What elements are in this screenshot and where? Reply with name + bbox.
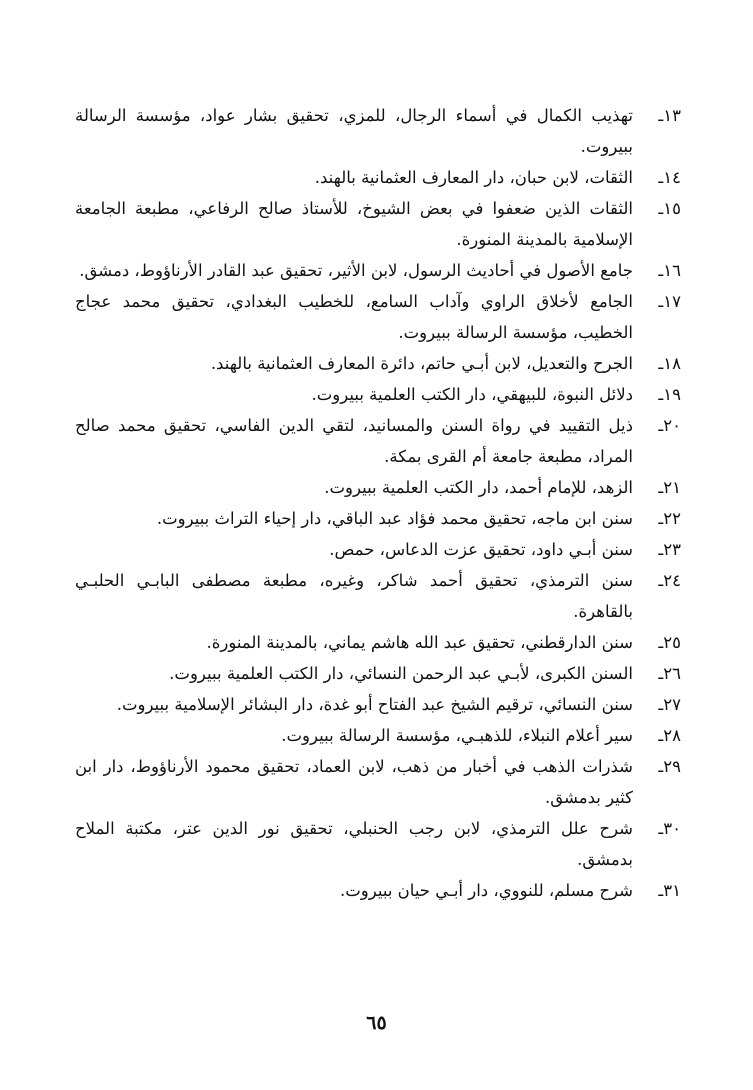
reference-entry	[75, 627, 681, 658]
reference-number: ٢٧ـ	[658, 695, 681, 714]
reference-text: شذرات الذهب في أخبار من ذهب، لابن العماد، تحقيق محمود الأرناؤوط، دار ابن كثير بدمشق.	[75, 757, 633, 807]
reference-number: ٣٠ـ	[658, 819, 681, 838]
reference-text: جامع الأصول في أحاديث الرسول، لابن الأثير، تحقيق عبد القادر الأرناؤوط، دمشق.	[79, 261, 633, 280]
reference-number: ١٥ـ	[658, 199, 681, 218]
reference-text: دلائل النبوة، للبيهقي، دار الكتب العلمية ببيروت.	[311, 385, 633, 404]
reference-text: سنن الترمذي، تحقيق أحمد شاكر، وغيره، مطبعة مصطفى البابـي الحلبـي بالقاهرة.	[75, 571, 633, 621]
reference-number: ٢٤ـ	[658, 571, 681, 590]
reference-number: ١٣ـ	[658, 106, 681, 125]
reference-number: ٢٦ـ	[658, 664, 681, 683]
reference-number: ١٨ـ	[658, 354, 681, 373]
reference-entry	[75, 162, 681, 193]
reference-entry	[75, 286, 681, 348]
reference-text: سير أعلام النبلاء، للذهبـي، مؤسسة الرسالة ببيروت.	[281, 726, 633, 745]
reference-entry	[75, 379, 681, 410]
reference-entry	[75, 658, 681, 689]
reference-text: الثقات، لابن حبان، دار المعارف العثمانية بالهند.	[314, 168, 633, 187]
reference-number: ٢٩ـ	[658, 757, 681, 776]
reference-text: ذيل التقييد في رواة السنن والمسانيد، لتقي الدين الفاسي، تحقيق محمد صالح المراد، مطبعة جامعة أم القرى بمكة.	[75, 416, 633, 466]
reference-number: ٢٨ـ	[658, 726, 681, 745]
reference-entry	[75, 193, 681, 255]
reference-entry	[75, 472, 681, 503]
reference-entry	[75, 255, 681, 286]
reference-number: ١٦ـ	[658, 261, 681, 280]
reference-text: سنن النسائي، ترقيم الشيخ عبد الفتاح أبو غدة، دار البشائر الإسلامية ببيروت.	[116, 695, 633, 714]
reference-entry	[75, 100, 681, 162]
reference-entry	[75, 410, 681, 472]
reference-entry	[75, 689, 681, 720]
reference-entry	[75, 534, 681, 565]
reference-text: الزهد، للإمام أحمد، دار الكتب العلمية ببيروت.	[324, 478, 633, 497]
reference-entry	[75, 751, 681, 813]
reference-text: سنن أبـي داود، تحقيق عزت الدعاس، حمص.	[329, 540, 633, 559]
reference-entry	[75, 720, 681, 751]
reference-number: ٢٠ـ	[658, 416, 681, 435]
reference-text: تهذيب الكمال في أسماء الرجال، للمزي، تحقيق بشار عواد، مؤسسة الرسالة ببيروت.	[75, 106, 633, 156]
reference-number: ٢٥ـ	[658, 633, 681, 652]
reference-text: شرح مسلم، للنووي، دار أبـي حيان ببيروت.	[340, 881, 633, 900]
reference-entry	[75, 813, 681, 875]
reference-number: ٣١ـ	[658, 881, 681, 900]
reference-number: ١٩ـ	[658, 385, 681, 404]
reference-text: سنن ابن ماجه، تحقيق محمد فؤاد عبد الباقي، دار إحياء التراث ببيروت.	[156, 509, 633, 528]
reference-text: السنن الكبرى، لأبـي عبد الرحمن النسائي، دار الكتب العلمية ببيروت.	[169, 664, 633, 683]
reference-entry	[75, 565, 681, 627]
reference-entry	[75, 503, 681, 534]
reference-number: ٢٣ـ	[658, 540, 681, 559]
page-number: ٦٥	[366, 1012, 387, 1034]
reference-number: ١٤ـ	[658, 168, 681, 187]
reference-number: ٢١ـ	[658, 478, 681, 497]
reference-text: الجرح والتعديل، لابن أبـي حاتم، دائرة المعارف العثمانية بالهند.	[210, 354, 633, 373]
references-list	[75, 100, 681, 906]
reference-text: الجامع لأخلاق الراوي وآداب السامع، للخطيب البغدادي، تحقيق محمد عجاج الخطيب، مؤسسة الرسالة ببيروت.	[75, 292, 633, 342]
reference-text: شرح علل الترمذي، لابن رجب الحنبلي، تحقيق نور الدين عتر، مكتبة الملاح بدمشق.	[75, 819, 633, 869]
reference-text: الثقات الذين ضعفوا في بعض الشيوخ، للأستاذ صالح الرفاعي، مطبعة الجامعة الإسلامية بالمدينة المنورة.	[75, 199, 633, 249]
reference-entry	[75, 348, 681, 379]
reference-entry	[75, 875, 681, 906]
reference-number: ٢٢ـ	[658, 509, 681, 528]
reference-text: سنن الدارقطني، تحقيق عبد الله هاشم يماني، بالمدينة المنورة.	[206, 633, 633, 652]
reference-number: ١٧ـ	[658, 292, 681, 311]
